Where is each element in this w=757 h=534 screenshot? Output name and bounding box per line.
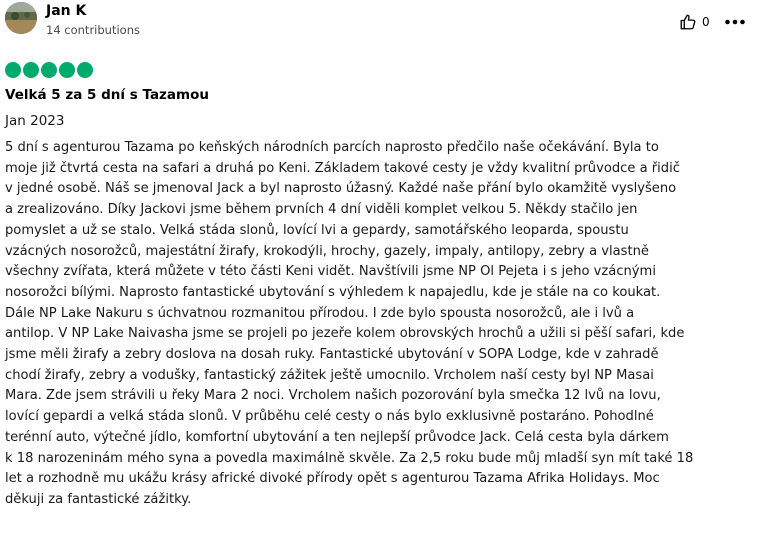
review-text-line: Dále NP Lake Nakuru s úchvatnou rozmanitou přírodou. I zde bylo spousta nosorožců, ale i lvů a — [5, 305, 635, 321]
avatar[interactable] — [5, 2, 37, 34]
avatar-image — [5, 2, 37, 34]
review-text-line: vzácných nosorožců, majestátní žirafy, krokodýli, hrochy, gazely, impaly, antilopy, zebry a vlastně — [5, 243, 649, 259]
rating-bubble-filled — [77, 62, 93, 78]
more-options-button[interactable] — [724, 12, 746, 32]
review-text-line: antilop. V NP Lake Naivasha jsme se projeli po jezeře kolem obrovských hrochů a užili si pěší safari, kde — [5, 326, 685, 342]
review-text-line: k 18 narozeninám mého syna a povedla maximálně skvěle. Za 2,5 roku bude můj mladší syn mít také 18 — [5, 450, 694, 466]
rating-bubble-filled — [5, 62, 21, 78]
helpful-count: 0 — [702, 15, 710, 29]
review-text-line: nosorožci bílými. Naprosto fantastické ubytování s výhledem k napajedlu, kde je stále na co koukat. — [5, 284, 661, 300]
rating-bubble-filled — [41, 62, 57, 78]
reviewer-contributions: 14 contributions — [46, 23, 140, 37]
helpful-vote-button[interactable] — [679, 12, 710, 32]
review-text-line: lovící gepardi a velká stáda slonů. V průběhu celé cesty o nás bylo exklusivně postaráno. Pohodlné — [5, 409, 654, 425]
review-date: Jan 2023 — [5, 113, 65, 129]
rating-bubble-filled — [59, 62, 75, 78]
review-text-line: jsme měli žirafy a zebry doslova na dosah ruky. Fantastické ubytování v SOPA Lodge, kde v zahradě — [5, 347, 659, 363]
review-body — [5, 138, 755, 511]
review-text-line: pomyslet a už se stalo. Velká stáda slonů, lovící lvi a gepardy, samotářského leoparda, spoustu — [5, 222, 629, 238]
review-title[interactable]: Velká 5 za 5 dní s Tazamou — [5, 87, 209, 103]
review-text-line: všechny zvířata, která můžete v této části Keni vidět. Navštívili jsme NP Ol Pejeta i s jeho vzácnými — [5, 264, 656, 280]
review-text-line: let a rozhodně mu ukážu krásy africké divoké přírody opět s agenturou Tazama Afrika Holidays. Moc — [5, 471, 660, 487]
review-text-line: v jedné osobě. Náš se jmenoval Jack a byl naprosto úžasný. Každé naše přání bylo okamžitě vyslyšeno — [5, 181, 677, 197]
review-text-line: Mara. Zde jsem strávili u řeky Mara 2 noci. Vrcholem našich pozorování byla smečka 12 lvů na lovu, — [5, 388, 661, 404]
review-text-line: moje již čtvrtá cesta na safari a druhá po Keni. Základem takové cesty je vždy kvalitní průvodce a řidič — [5, 160, 680, 176]
rating-bubble-filled — [23, 62, 39, 78]
review-text-line: terénní auto, výtečné jídlo, komfortní ubytování a ten nejlepší průvodce Jack. Celá cesta byla dárkem — [5, 429, 669, 445]
review-text-line: a zrealizováno. Díky Jackovi jsme během prvních 4 dní viděli komplet velkou 5. Někdy stačilo jen — [5, 202, 638, 218]
bubble-rating — [5, 62, 93, 78]
reviewer-name[interactable]: Jan K — [46, 3, 87, 19]
review-text-line: chodí žirafy, zebry a vodušky, fantastický zážitek ještě umocnilo. Vrcholem naší cesty byl NP Masai — [5, 367, 654, 383]
thumbs-up-icon — [679, 13, 697, 31]
more-options-icon — [724, 12, 746, 32]
review-text-line: 5 dní s agenturou Tazama po keňských národních parcích naprosto předčilo naše očekávání. Byla to — [5, 140, 659, 155]
review-text-line: děkuji za fantastické zážitky. — [5, 491, 192, 507]
